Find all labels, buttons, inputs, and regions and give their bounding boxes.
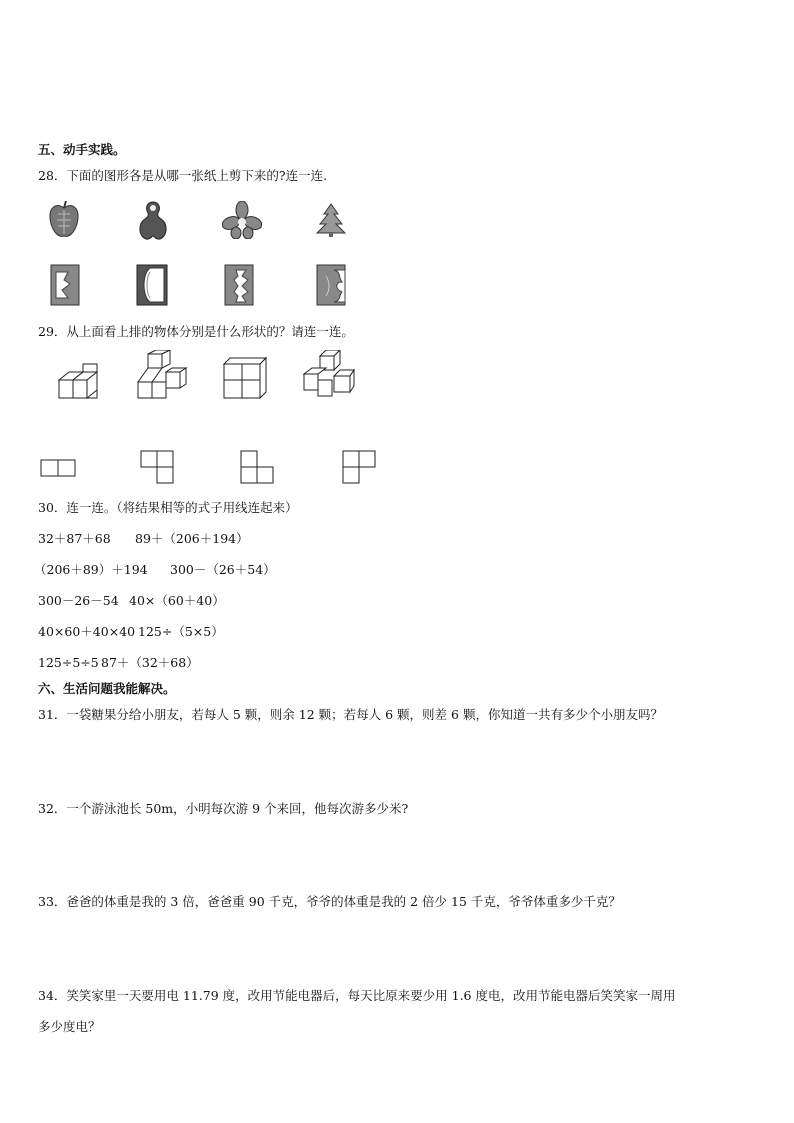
cube-stack-2 — [136, 350, 188, 402]
section-six-title: 六、生活问题我能解决。 — [38, 681, 176, 696]
question-31-text: 31．一袋糖果分给小朋友，若每人 5 颗，则余 12 颗；若每人 6 颗，则差 6 颗，你知道一共有多少个小朋友吗？ — [38, 707, 663, 722]
cut-paper-3 — [224, 264, 254, 306]
question-33-text: 33．爸爸的体重是我的 3 倍，爸爸重 90 千克，爷爷的体重是我的 2 倍少 15 千克，爷爷体重多少千克？ — [38, 894, 621, 909]
view-l-shape-3 — [342, 450, 378, 486]
expression-left-1: 32＋87＋68 — [38, 531, 111, 546]
cube-stack-3 — [220, 354, 268, 402]
question-34-text-line1: 34．笑笑家里一天要用电 11.79 度，改用节能电器后，每天比原来要少用 1.6 度电，改用节能电器后笑笑家一周用 — [38, 988, 676, 1003]
view-l-shape-1 — [140, 450, 176, 486]
cube-stack-4 — [300, 350, 356, 402]
view-two-squares — [40, 458, 78, 478]
section-five-title: 五、动手实践。 — [38, 142, 126, 157]
question-30-text: 30．连一连。（将结果相等的式子用线连起来） — [38, 500, 298, 515]
question-28-text: 28．下面的图形各是从哪一张纸上剪下来的?连一连. — [38, 168, 328, 183]
question-34-text-line2: 多少度电？ — [38, 1019, 101, 1034]
question-29-text: 29．从上面看上排的物体分别是什么形状的？请连一连。 — [38, 324, 354, 339]
apple-icon — [48, 200, 80, 240]
expression-left-4: 40×60＋40×40 — [38, 624, 136, 639]
question-32-text: 32．一个游泳池长 50m，小明每次游 9 个来回，他每次游多少米? — [38, 801, 409, 816]
expression-left-5: 125÷5÷5 — [38, 655, 99, 670]
expression-left-2: （206＋89）＋194 — [34, 562, 148, 577]
expression-right-3: 40×（60＋40） — [129, 593, 225, 608]
cut-paper-1 — [50, 264, 80, 306]
expression-left-3: 300－26－54 — [38, 593, 119, 608]
view-l-shape-2 — [240, 450, 276, 486]
expression-right-2: 300－（26＋54） — [170, 562, 276, 577]
cut-paper-4 — [316, 264, 346, 306]
cube-stack-1 — [55, 360, 105, 402]
tree-icon — [314, 202, 348, 238]
flower-icon — [222, 201, 262, 239]
gourd-icon — [136, 200, 170, 242]
expression-right-4: 125÷（5×5） — [138, 624, 224, 639]
cut-paper-2 — [136, 264, 168, 306]
expression-right-1: 89＋（206＋194） — [135, 531, 249, 546]
expression-right-5: 87＋（32＋68） — [101, 655, 199, 670]
